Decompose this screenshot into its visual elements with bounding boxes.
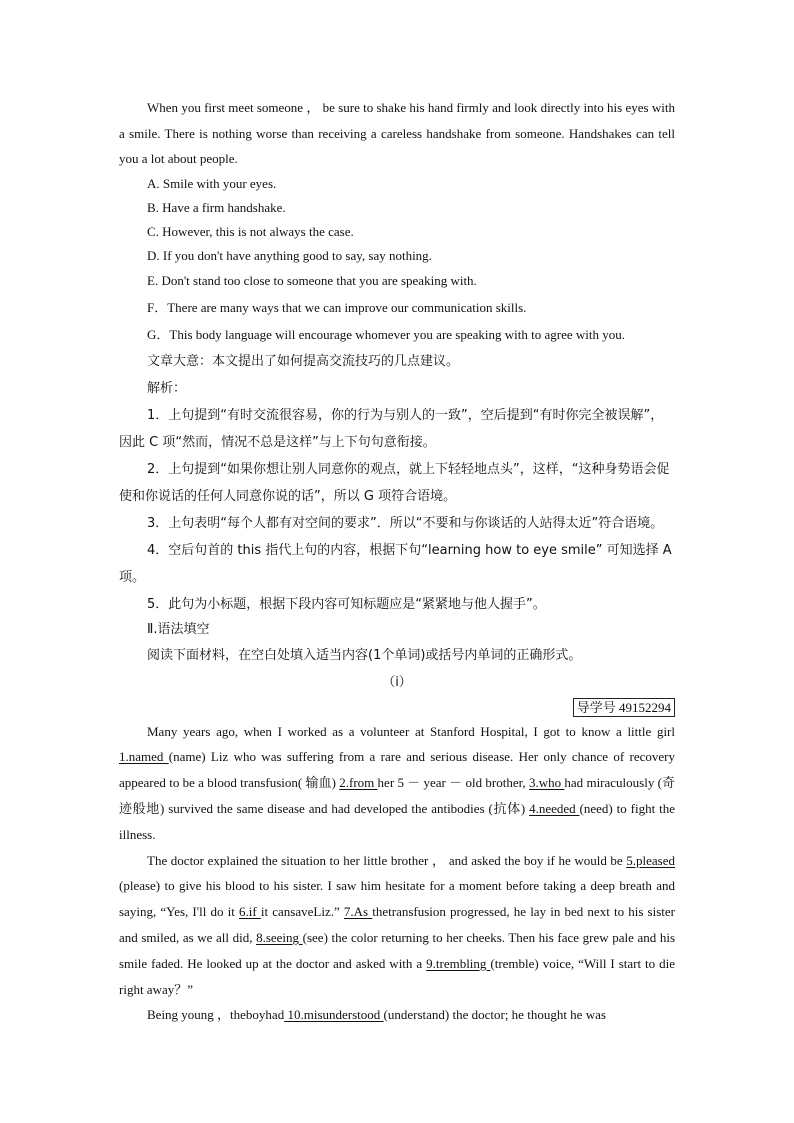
section-title: Ⅱ.语法填空 <box>147 621 210 637</box>
guide-number-box: 导学号 49152294 <box>573 698 675 717</box>
answer-8: 8.seeing <box>256 929 303 945</box>
option-g: G．This body language will encourage whomever you are speaking with to agree with you. <box>147 327 625 343</box>
passage-paragraph: When you first meet someone ， be sure to shake his hand firmly and look directly into his eyes with a smile. There is nothing worse than receiving a careless handshake from someone. Handshakes can tell you a lot about people. <box>119 100 675 166</box>
answer-9: 9.trembling <box>426 955 491 971</box>
answer-1: 1.named <box>119 749 169 765</box>
option-a: A. Smile with your eyes. <box>147 175 277 191</box>
option-f: F．There are many ways that we can improve our communication skills. <box>147 299 527 315</box>
option-c: C. However, this is not always the case. <box>147 224 354 240</box>
analysis-item-1: 1．上句提到“有时交流很容易，你的行为与别人的一致”，空后提到“有时你完全被误解”，因此 C 项“然而，情况不总是这样”与上下句句意衔接。 <box>119 407 664 450</box>
story-text: Many years ago, when I worked as a volunteer at Stanford Hospital, I got to know a little girl <box>147 723 675 739</box>
story-text: (tremble) voice, “Will I start to die right away？” <box>119 955 675 997</box>
answer-7: 7.As <box>343 904 373 920</box>
answer-10: 10.misunderstood <box>284 1007 384 1023</box>
story-paragraph-3 <box>119 1002 675 1028</box>
analysis-item-3: 3．上句表明“每个人都有对空间的要求”．所以“不要和与你谈话的人站得太近”符合语境。 <box>147 515 664 531</box>
option-b: B. Have a firm handshake. <box>147 199 286 215</box>
guide-number-row <box>119 698 675 717</box>
answer-6: 6.if <box>239 904 261 920</box>
analysis-item-2: 2．上句提到“如果你想让别人同意你的观点，就上下轻轻地点头”，这样，“这种身势语会促使和你说话的任何人同意你说的话”，所以 G 项符合语境。 <box>119 461 670 504</box>
instruction: 阅读下面材料，在空白处填入适当内容(1个单词)或括号内单词的正确形式。 <box>147 647 582 663</box>
option-e: E. Don't stand too close to someone that you are speaking with. <box>147 272 477 288</box>
story-text: (see) the color returning to her cheeks. Then his face grew pale and his smile faded. He looked up at the doctor and asked with a <box>119 929 676 971</box>
story-text: (need) to fight the illness. <box>119 800 675 842</box>
story-paragraph-2 <box>119 848 675 1003</box>
story-text: her 5 － year － old brother, <box>377 775 529 791</box>
options-list <box>119 172 675 348</box>
part-label: （ⅰ） <box>382 674 412 690</box>
option-d: D. If you don't have anything good to say, say nothing. <box>147 248 432 264</box>
story-text: (please) to give his blood to his sister. I saw him hesitate for a moment before taking a deep breath and saying, “Yes, I'll do it <box>119 878 675 920</box>
story-text: thetransfusion progressed, he lay in bed next to his sister and smiled, as we all did, <box>119 904 675 945</box>
document-page <box>119 95 675 1028</box>
story-text: Being young ，theboyhad <box>147 1007 285 1023</box>
story-text: The doctor explained the situation to her little brother ， and asked the boy if he would be <box>147 852 627 868</box>
story-text: (understand) the doctor; he thought he was <box>383 1007 606 1023</box>
analysis-item-5: 5．此句为小标题，根据下段内容可知标题应是“紧紧地与他人握手”。 <box>147 596 546 612</box>
analysis-item-4: 4．空后句首的 this 指代上句的内容，根据下句“learning how to eye smile” 可知选择 A 项。 <box>119 542 672 585</box>
analysis-label: 解析： <box>147 380 187 396</box>
summary: 文章大意：本文提出了如何提高交流技巧的几点建议。 <box>147 353 460 369</box>
story-text: (name) Liz who was suffering from a rare and serious disease. Her only chance of recovery appeared to be a blood transfusion( 输血) <box>119 749 675 791</box>
answer-3: 3.who <box>528 775 565 791</box>
story-paragraph-1 <box>119 719 675 848</box>
answer-2: 2.from <box>339 775 378 791</box>
answer-4: 4.needed <box>529 800 580 816</box>
story-text: it cansaveLiz.” <box>260 904 344 920</box>
answer-5: 5.pleased <box>626 852 675 868</box>
story-text: had miraculously (奇迹般地) survived the same disease and had developed the antibodies (抗体) <box>119 775 675 816</box>
